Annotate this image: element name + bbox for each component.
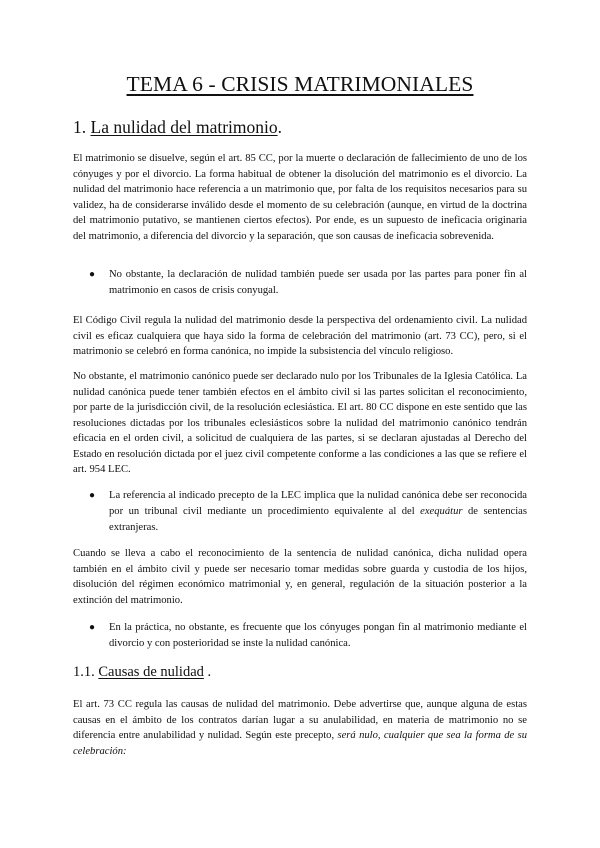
bullet-icon: ● (89, 622, 96, 633)
subsection-suffix: . (203, 664, 212, 680)
section-number: 1. (73, 117, 87, 137)
bullet-text: No obstante, la declaración de nulidad también puede ser usada por las partes para poner fin al matrimonio en casos de crisis conyugal. (109, 269, 527, 296)
section-heading-nulidad (73, 117, 282, 138)
bullet-item (89, 488, 527, 536)
subsection-number: 1.1. (73, 664, 95, 680)
bullet-item (89, 620, 527, 652)
paragraph-codigo-civil: El Código Civil regula la nulidad del matrimonio desde la perspectiva del ordenamiento civil. La nulidad civil es eficaz cualquiera que haya sido la forma de celebración del matrimonio (art. 73 CC), pero, si el matrimonio se celebró en forma canónica, no impide la subsistencia del vínculo religioso. (73, 315, 527, 357)
paragraph-canonico: No obstante, el matrimonio canónico puede ser declarado nulo por los Tribunales de la Iglesia Católica. La nulidad canónica puede tener también efectos en el ámbito civil si las partes solicitan el reconocimiento, por parte de la jurisdicción civil, de la resolución eclesiástica. El art. 80 CC dispone en este sentido que las resoluciones dictadas por los tribunales eclesiásticos sobre la nulidad del matrimonio canónico tendrán eficacia en el orden civil, a solicitud de cualquiera de las partes, si se declaran ajustadas al Derecho del Estado en resolución dictada por el juez civil competente conforme a las condiciones a las que se refiere el art. 954 LEC. (73, 371, 527, 475)
section-title: La nulidad del matrimonio (90, 117, 278, 137)
bullet-icon: ● (89, 490, 96, 501)
bullet-item (89, 267, 527, 299)
paragraph-reconocimiento: Cuando se lleva a cabo el reconocimiento de la sentencia de nulidad canónica, dicha nulidad opera también en el ámbito civil y puede ser necesario tomar medidas sobre guarda y custodia de los hijos, disolución del régimen económico matrimonial y, en general, regulación de la situación posterior a la extinción del matrimonio. (73, 548, 527, 606)
bullet-text: En la práctica, no obstante, es frecuente que los cónyuges pongan fin al matrimonio mediante el divorcio y con posterioridad se inste la nulidad canónica. (109, 622, 527, 649)
section-suffix: . (277, 117, 282, 137)
paragraph-disolucion: El matrimonio se disuelve, según el art. 85 CC, por la muerte o declaración de fallecimiento de uno de los cónyuges y por el divorcio. La forma habitual de obtener la disolución del matrimonio es el divorcio. La nulidad del matrimonio hace referencia a un matrimonio que, por falta de los requisitos necesarios para su validez, ha de considerarse inválido desde el momento de su celebración (aunque, en virtud de la doctrina del matrimonio putativo, se mantienen ciertos efectos). Por ende, es un supuesto de ineficacia originaria del matrimonio, a diferencia del divorcio y la separación, que son causas de ineficacia sobrevenida. (73, 153, 527, 242)
bullet-icon: ● (89, 269, 96, 280)
document-title: TEMA 6 - CRISIS MATRIMONIALES (126, 72, 474, 96)
bullet-text: La referencia al indicado precepto de la LEC implica que la nulidad canónica debe ser reconocida por un tribunal civil mediante un procedimiento equivalente al del exequátur de sentencias extranjeras. (109, 490, 527, 533)
subsection-title: Causas de nulidad (98, 664, 204, 680)
paragraph-causas: El art. 73 CC regula las causas de nulidad del matrimonio. Debe advertirse que, aunque alguna de estas causas en el ámbito de los contratos darían lugar a su anulabilidad, en materia de matrimonio no se diferencia entre anulabilidad y nulidad. Según este precepto, será nulo, cualquier que sea la forma de su celebración: (73, 699, 528, 757)
subsection-heading-causas (73, 664, 211, 681)
